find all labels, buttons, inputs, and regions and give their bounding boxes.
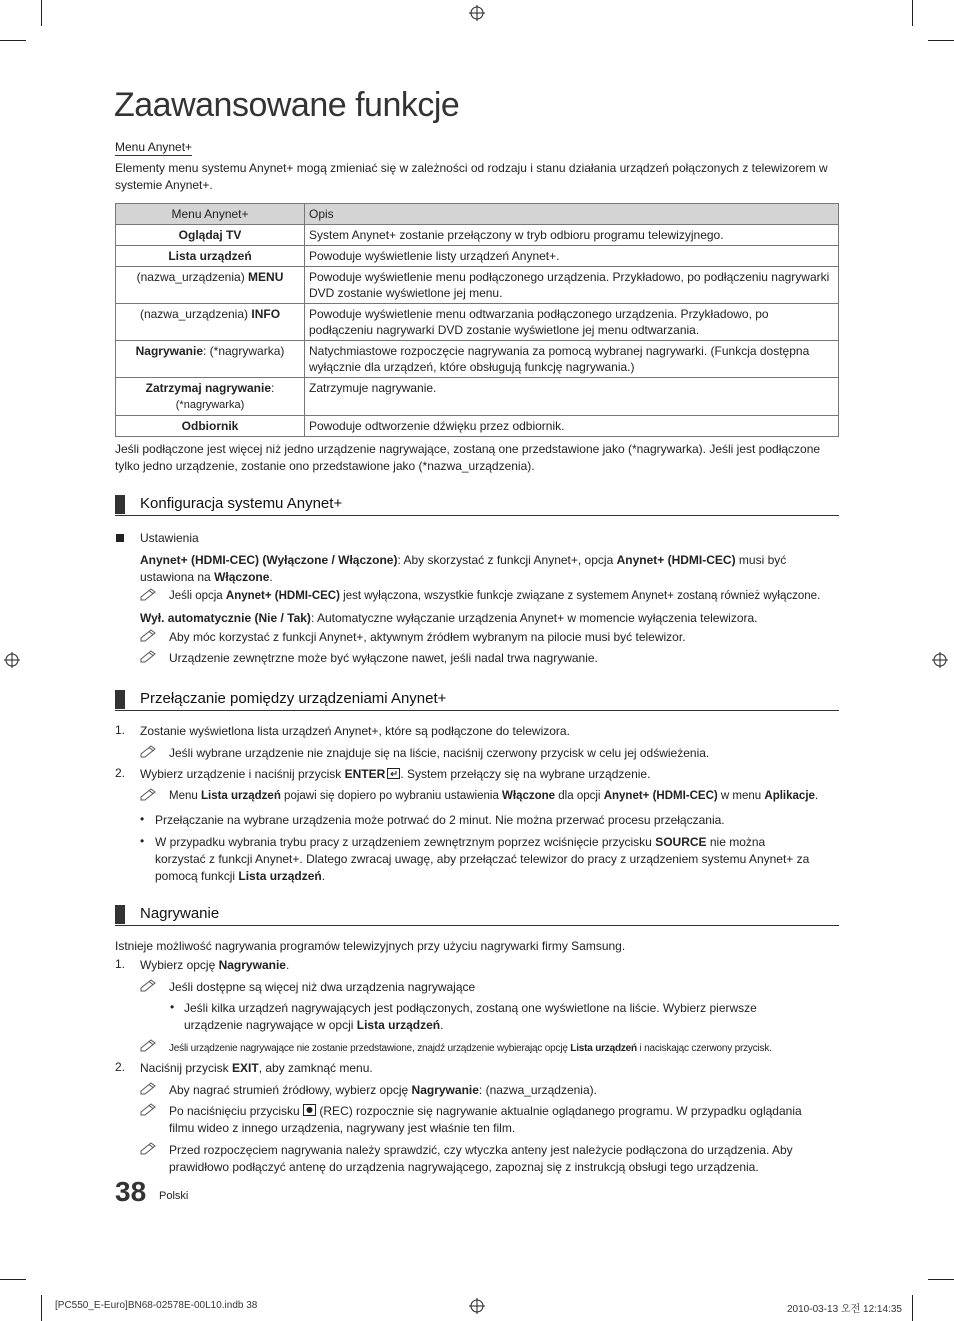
table-cell-item [116, 246, 305, 267]
text: . [440, 1018, 444, 1032]
section-title: Konfiguracja systemu Anynet+ [140, 495, 343, 512]
note-pencil-icon [140, 744, 156, 758]
option-name: Nagrywanie [411, 1083, 479, 1097]
item-prefix: (nazwa_urządzenia) [139, 307, 252, 321]
text: Jeśli kilka urządzeń nagrywających jest podłączonych, zostaną one wyświetlone na liście. Wybierz pierwsze [184, 1001, 757, 1015]
item-suffix: : (*nagrywarka) [203, 344, 285, 358]
recording-intro: Istnieje możliwość nagrywania programów telewizyjnych przy użyciu nagrywarki firmy Samsung. [115, 939, 626, 953]
table-cell-desc: Powoduje wyświetlenie menu odtwarzania podłączonego urządzenia. Przykładowo, po podłączeniu nagrywarki DVD zostanie wyświetlone jej menu odtwarzania. [305, 304, 839, 341]
bullet-text: Przełączanie na wybrane urządzenia może potrwać do 2 minut. Nie można przerwać procesu przełączania. [155, 813, 725, 827]
note-pencil-icon [140, 1038, 156, 1052]
menu-name: Lista urządzeń [200, 790, 281, 802]
bullet-text [155, 834, 845, 885]
note-text [169, 788, 818, 805]
note-text [169, 1082, 597, 1099]
section-bar [115, 495, 125, 514]
text: jest wyłączona, wszystkie funkcje związane z systemem Anynet+ zostaną również wyłączone. [339, 590, 821, 602]
note-text: Aby móc korzystać z funkcji Anynet+, aktywnym źródłem wybranym na pilocie musi być telewizor. [169, 630, 686, 644]
bullet: • [170, 1000, 175, 1014]
item-name: Oglądaj TV [178, 228, 242, 242]
text: dla opcji [555, 790, 604, 802]
auto-off-line [140, 610, 840, 627]
after-table-paragraph: Jeśli podłączone jest więcej niż jedno urządzenie nagrywające, zostaną one przedstawione jako (*nagrywarka). Jeśli jest podłączone tylko jedno urządzenie, zostanie ono przedstawione jako (*nazwa_urządzenia). [115, 442, 821, 473]
table-header: Opis [305, 204, 839, 225]
note-pencil-icon [140, 1102, 156, 1116]
page-number: 38 [115, 1176, 147, 1207]
bullet: • [140, 812, 145, 826]
table-cell-item [116, 416, 305, 437]
option-name: Wył. automatycznie (Nie / Tak) [140, 611, 311, 625]
menu-name: Lista urządzeń [570, 1043, 637, 1054]
step-number: 2. [115, 766, 126, 780]
page-title: Zaawansowane funkcje [114, 86, 460, 124]
record-button-icon [303, 1104, 316, 1116]
step-text [140, 957, 289, 974]
text: . System przełączy się na wybrane urządzenie. [400, 767, 651, 781]
text: Naciśnij przycisk [140, 1061, 233, 1075]
text: i naciskając czerwony przycisk. [636, 1043, 772, 1054]
table-cell-desc: Powoduje wyświetlenie menu podłączonego urządzenia. Przykładowo, po podłączeniu nagrywarki DVD zostanie wyświetlone jej menu. [305, 267, 839, 304]
text: filmu wideo z innego urządzenia, nagrywany jest właśnie ten film. [169, 1121, 516, 1135]
page-language: Polski [159, 1190, 189, 1202]
section-title: Nagrywanie [140, 905, 220, 922]
table-cell-item [116, 378, 305, 416]
note-pencil-icon [140, 787, 156, 801]
item-name: Nagrywanie [135, 344, 203, 358]
text: prawidłowo podłączyć antenę do urządzenia nagrywającego, zapoznaj się z instrukcją obsługi tego urządzenia. [169, 1160, 759, 1174]
item-suffix: : [271, 381, 275, 395]
registration-mark-icon [4, 652, 20, 668]
crop-mark [912, 1295, 913, 1321]
note-pencil-icon [140, 1141, 156, 1155]
intro-paragraph: Elementy menu systemu Anynet+ mogą zmieniać się w zależności od rodzaju i stanu działania urządzeń połączonych z telewizorem w systemie Anynet+. [115, 161, 828, 192]
option-name: Nagrywanie [218, 958, 286, 972]
table-cell-item [116, 341, 305, 378]
menu-name: Lista urządzeń [238, 869, 322, 883]
note-text [169, 1142, 839, 1176]
table-header: Menu Anynet+ [116, 204, 305, 225]
table-cell-item [116, 225, 305, 246]
item-suffix: (*nagrywarka) [175, 399, 245, 411]
text: korzystać z funkcji Anynet+. Dlatego zwracaj uwagę, aby przełączać telewizor do pracy z urządzeniem systemu Anynet+ za [155, 852, 810, 866]
menu-name: Lista urządzeń [356, 1018, 441, 1032]
table-cell-desc: Powoduje odtworzenie dźwięku przez odbiornik. [305, 416, 839, 437]
table-row [116, 341, 839, 378]
crop-mark [0, 40, 26, 41]
crop-mark [41, 1295, 42, 1321]
text: : Automatyczne wyłączanie urządzenia Anynet+ w momencie wyłączenia telewizora. [310, 611, 758, 625]
item-name: Odbiornik [181, 419, 239, 433]
registration-mark-icon [469, 5, 485, 21]
table-cell-desc: Zatrzymuje nagrywanie. [305, 378, 839, 416]
item-prefix: (nazwa_urządzenia) [136, 270, 249, 284]
registration-mark-icon [932, 652, 948, 668]
table-row [116, 246, 839, 267]
note-text: Jeśli dostępne są więcej niż dwa urządzenia nagrywające [169, 980, 476, 994]
bullet-text [184, 1000, 834, 1034]
text: Wybierz urządzenie i naciśnij przycisk [140, 767, 345, 781]
note-pencil-icon [140, 628, 156, 642]
crop-mark [41, 0, 42, 26]
table-header-row [116, 204, 839, 225]
item-name: MENU [248, 270, 284, 284]
text: . [321, 869, 326, 883]
table-cell-item [116, 304, 305, 341]
section-title: Przełączanie pomiędzy urządzeniami Anynet+ [140, 690, 447, 707]
text: Po naciśnięciu przycisku [169, 1104, 304, 1118]
text: pojawi się dopiero po wybraniu ustawienia [280, 790, 503, 802]
footer-file-info: [PC550_E-Euro]BN68-02578E-00L10.indb 38 [55, 1300, 258, 1311]
crop-mark [928, 40, 954, 41]
footer-timestamp: 2010-03-13 오전 12:14:35 [787, 1304, 902, 1315]
crop-mark [0, 1279, 26, 1280]
text: nie można [706, 835, 766, 849]
option-value: Włączone [502, 790, 556, 802]
text: pomocą funkcji [155, 869, 239, 883]
step-text [140, 766, 650, 783]
item-name: Zatrzymaj nagrywanie [145, 381, 272, 395]
note-text [169, 588, 820, 605]
section-heading [115, 495, 839, 516]
option-name: Anynet+ (HDMI-CEC) [603, 790, 718, 802]
button-name: EXIT [232, 1061, 259, 1075]
text: W przypadku wybrania trybu pracy z urządzeniem zewnętrznym poprzez wciśnięcie przycisku [155, 835, 656, 849]
section-heading [115, 905, 839, 926]
table-row [116, 304, 839, 341]
table-cell-desc: Powoduje wyświetlenie listy urządzeń Anynet+. [305, 246, 839, 267]
item-name: Lista urządzeń [168, 249, 252, 263]
text: Wybierz opcję [140, 958, 219, 972]
table-row [116, 378, 839, 416]
step-number: 1. [115, 723, 126, 737]
table-row [116, 225, 839, 246]
section-bar [115, 905, 125, 924]
step-text: Zostanie wyświetlona lista urządzeń Anynet+, które są podłączone do telewizora. [140, 724, 570, 738]
square-bullet-icon [116, 534, 124, 542]
text: : Aby skorzystać z funkcji Anynet+, opcja [397, 553, 617, 567]
anynet-option-line [140, 552, 840, 586]
text: . [269, 570, 273, 584]
note-text: Urządzenie zewnętrzne może być wyłączone nawet, jeśli nadal trwa nagrywanie. [169, 651, 598, 665]
step-number: 1. [115, 957, 126, 971]
note-pencil-icon [140, 587, 156, 601]
table-row [116, 267, 839, 304]
text: Aby nagrać strumień źródłowy, wybierz opcję [169, 1083, 412, 1097]
text: . [814, 790, 819, 802]
note-text [169, 1040, 772, 1057]
note-text: Jeśli wybrane urządzenie nie znajduje się na liście, naciśnij czerwony przycisk w celu jej odświeżenia. [169, 746, 710, 760]
step-text [140, 1060, 373, 1077]
enter-icon [387, 768, 400, 779]
registration-mark-icon [469, 1298, 485, 1314]
option-name: Anynet+ (HDMI-CEC) (Wyłączone / Włączone) [140, 553, 398, 567]
option-value: Włączone [214, 570, 270, 584]
menu-name: Aplikacje [764, 790, 815, 802]
text: (REC) rozpocznie się nagrywanie aktualnie oglądanego programu. W przypadku oglądania [316, 1104, 802, 1118]
crop-mark [928, 1279, 954, 1280]
text: musi być [735, 553, 787, 567]
text: Jeśli urządzenie nagrywające nie zostanie przedstawione, znajdź urządzenie wybierając opcję [169, 1043, 571, 1054]
text: Jeśli opcja [169, 590, 226, 602]
text: Przed rozpoczęciem nagrywania należy sprawdzić, czy wtyczka anteny jest należycie podłączona do urządzenia. Aby [169, 1143, 793, 1157]
text: urządzenie nagrywające w opcji [184, 1018, 357, 1032]
text: w menu [717, 790, 765, 802]
menu-heading: Menu Anynet+ [115, 140, 193, 154]
table-row [116, 416, 839, 437]
crop-mark [912, 0, 913, 26]
anynet-menu-table [115, 203, 839, 437]
text: ustawiona na [140, 570, 215, 584]
button-name: ENTER [344, 767, 386, 781]
settings-item: Ustawienia [140, 531, 199, 545]
note-pencil-icon [140, 649, 156, 663]
text: , aby zamknąć menu. [258, 1061, 373, 1075]
note-pencil-icon [140, 1081, 156, 1095]
section-heading [115, 690, 839, 711]
button-name: SOURCE [655, 835, 707, 849]
text: Menu [169, 790, 201, 802]
step-number: 2. [115, 1060, 126, 1074]
table-cell-desc: Natychmiastowe rozpoczęcie nagrywania za pomocą wybranej nagrywarki. (Funkcja dostępna wyłącznie dla urządzeń, które obsługują funkcję nagrywania.) [305, 341, 839, 378]
table-cell-item [116, 267, 305, 304]
table-cell-desc: System Anynet+ zostanie przełączony w tryb odbioru programu telewizyjnego. [305, 225, 839, 246]
option-name: Anynet+ (HDMI-CEC) [225, 590, 340, 602]
text: : (nazwa_urządzenia). [478, 1083, 597, 1097]
bullet: • [140, 834, 145, 848]
item-name: INFO [251, 307, 281, 321]
note-pencil-icon [140, 978, 156, 992]
text: . [285, 958, 290, 972]
option-name: Anynet+ (HDMI-CEC) [616, 553, 736, 567]
note-text [169, 1103, 839, 1137]
section-bar [115, 690, 125, 709]
